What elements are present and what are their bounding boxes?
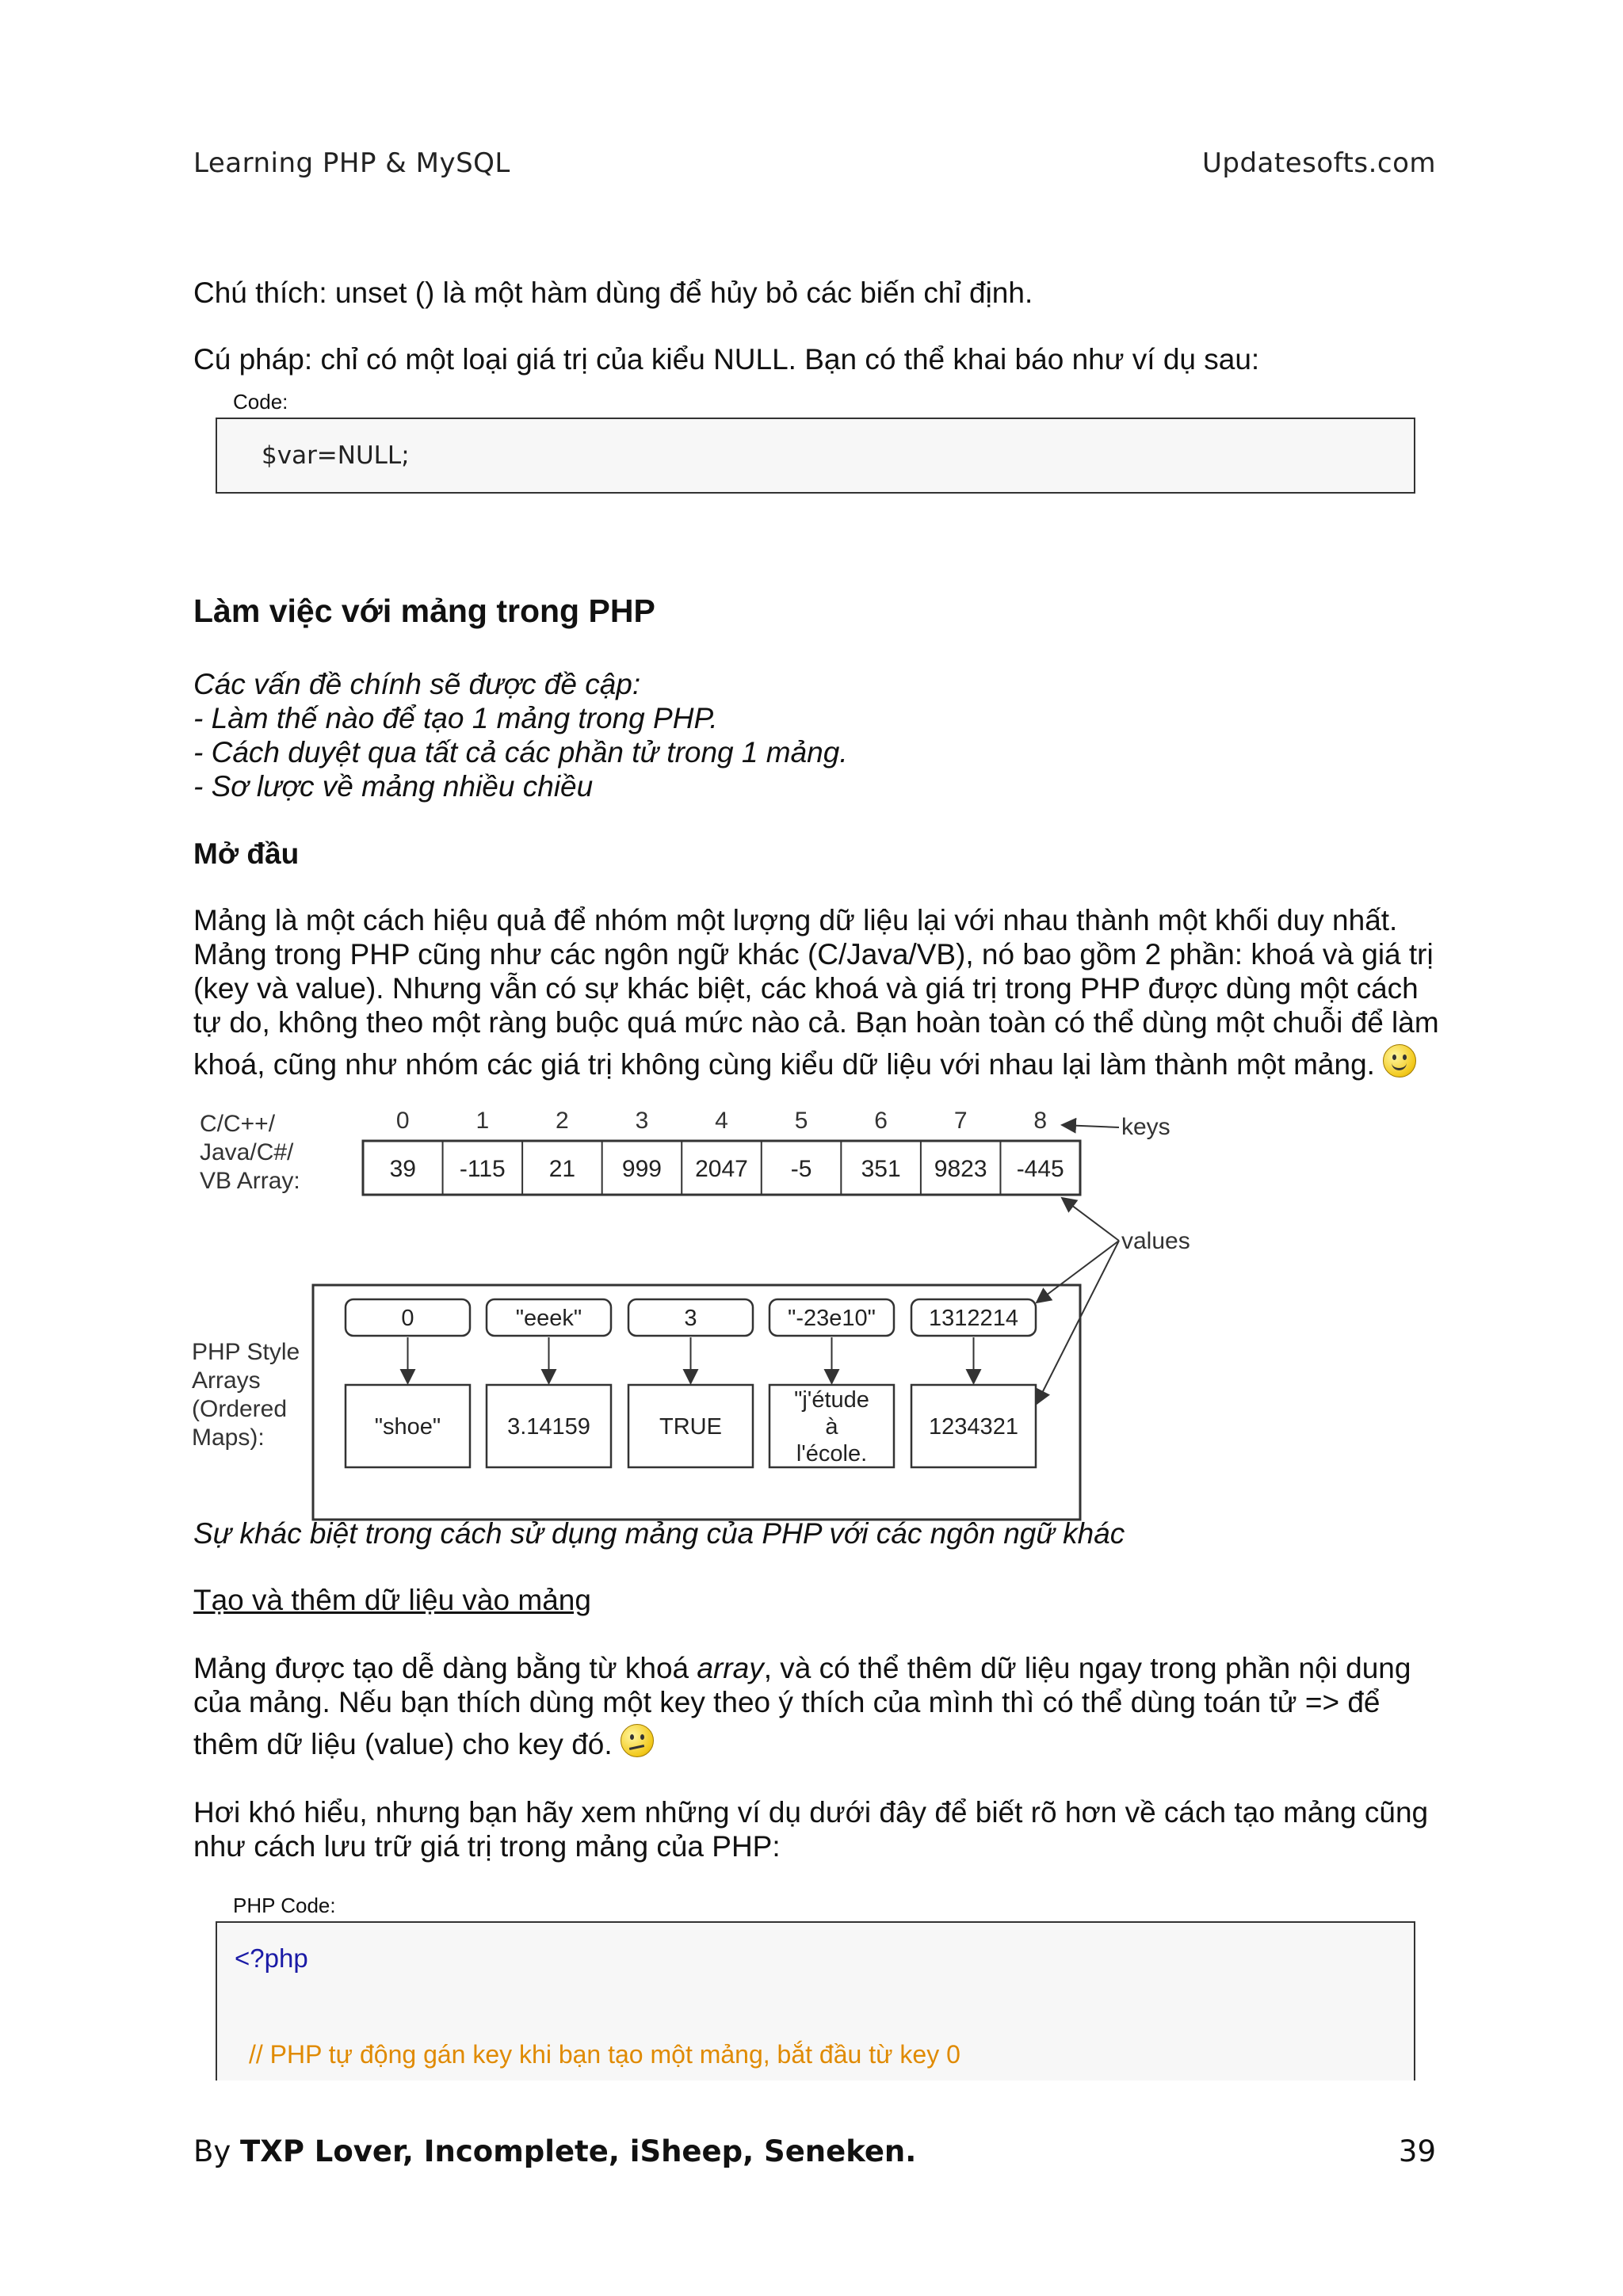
- php-key: 3: [684, 1306, 697, 1331]
- page-cut: [216, 2081, 1415, 2112]
- page-number: 39: [1398, 2134, 1436, 2168]
- c-value: -445: [1016, 1156, 1064, 1182]
- keys-annotation: keys: [1121, 1114, 1170, 1140]
- php-open-tag: <?php: [235, 1943, 308, 1973]
- php-key: 1312214: [929, 1306, 1018, 1331]
- smiley-icon: [1383, 1044, 1416, 1077]
- php-label-line: (Ordered: [192, 1396, 288, 1422]
- c-key: 1: [475, 1108, 490, 1134]
- topic-item: - Sơ lược về mảng nhiều chiều: [193, 770, 594, 803]
- confused-smiley-icon: [621, 1724, 654, 1757]
- array-comparison-diagram: [190, 1101, 1212, 1529]
- null-syntax: Cú pháp: chỉ có một loại giá trị của kiểu NULL. Bạn có thể khai báo như ví dụ sau:: [193, 343, 1260, 376]
- diagram-caption: Sự khác biệt trong cách sử dụng mảng của PHP với các ngôn ngữ khác: [193, 1517, 1125, 1550]
- c-value: 39: [389, 1156, 416, 1182]
- php-label-line: PHP Style: [192, 1339, 300, 1365]
- c-array-cells: [390, 1141, 1064, 1195]
- paragraph-line: (key và value). Nhưng vẫn có sự khác biệt, các khoá và giá trị trong PHP được dùng một cách: [193, 972, 1419, 1005]
- section-title: Làm việc với mảng trong PHP: [193, 593, 655, 629]
- paragraph-line: Hơi khó hiểu, nhưng bạn hãy xem những ví dụ dưới đây để biết rõ hơn về cách tạo mảng cũng: [193, 1796, 1429, 1829]
- c-value: -5: [790, 1156, 812, 1182]
- subheading-intro: Mở đầu: [193, 837, 300, 870]
- c-value: 9823: [934, 1156, 987, 1182]
- paragraph-line: Mảng là một cách hiệu quả để nhóm một lượng dữ liệu lại với nhau thành một khối duy nhất.: [193, 904, 1398, 936]
- running-header-site: Updatesofts.com: [1202, 147, 1436, 179]
- keyword-array: array: [697, 1652, 764, 1684]
- paragraph-line: tự do, không theo một ràng buộc quá mức nào cả. Bạn hoàn toàn có thể dùng một chuỗi để làm: [193, 1006, 1439, 1039]
- php-code-label: PHP Code:: [233, 1894, 336, 1917]
- php-key-arrow: [1037, 1241, 1119, 1302]
- c-label-line: VB Array:: [200, 1168, 300, 1194]
- php-array-label: [192, 1339, 300, 1451]
- c-key: 8: [1033, 1108, 1048, 1134]
- php-value: "shoe": [374, 1414, 441, 1440]
- c-key: 0: [395, 1108, 410, 1134]
- php-value: 1234321: [929, 1414, 1018, 1440]
- c-key: 3: [635, 1108, 649, 1134]
- paragraph-line: như cách lưu trữ giá trị trong mảng của PHP:: [193, 1830, 781, 1863]
- example-paragraph: [193, 1795, 1428, 1863]
- php-value: TRUE: [659, 1414, 722, 1440]
- values-annotation: values: [1121, 1228, 1190, 1254]
- text-run: Mảng được tạo dễ dàng bằng từ khoá: [193, 1652, 697, 1684]
- code-line: $var=NULL;: [262, 441, 410, 470]
- topic-intro: Các vấn đề chính sẽ được đề cập:: [193, 668, 641, 700]
- c-key: 5: [794, 1108, 808, 1134]
- footer-credits: [193, 2134, 916, 2168]
- paragraph-line: của mảng. Nếu bạn thích dùng một key theo ý thích của mình thì có thể dùng toán tử => để: [193, 1686, 1381, 1718]
- code-label: Code:: [233, 390, 288, 414]
- php-key: "-23e10": [788, 1306, 876, 1331]
- keys-arrow: [1062, 1125, 1119, 1127]
- php-value: 3.14159: [507, 1414, 590, 1440]
- values-arrow: [1062, 1198, 1119, 1241]
- paragraph-line: thêm dữ liệu (value) cho key đó.: [193, 1728, 613, 1760]
- php-key: "eeek": [515, 1306, 582, 1331]
- topics-list: [193, 667, 848, 803]
- php-value-arrow: [1037, 1241, 1119, 1404]
- running-header-title: Learning PHP & MySQL: [193, 147, 510, 179]
- text-run: , và có thể thêm dữ liệu ngay trong phần nội dung: [763, 1652, 1411, 1684]
- php-value: "j'étude: [794, 1387, 869, 1413]
- intro-paragraph: [193, 903, 1439, 1081]
- php-key: 0: [401, 1306, 414, 1331]
- php-label-line: Arrays: [192, 1367, 261, 1394]
- create-paragraph: [193, 1651, 1411, 1761]
- c-value: 21: [548, 1156, 576, 1182]
- c-label-line: Java/C#/: [200, 1139, 294, 1165]
- c-key: 7: [953, 1108, 968, 1134]
- php-label-line: Maps):: [192, 1425, 265, 1451]
- php-value: à: [825, 1414, 838, 1440]
- c-key: 6: [874, 1108, 888, 1134]
- c-label-line: C/C++/: [200, 1111, 276, 1137]
- c-value: 351: [861, 1156, 901, 1182]
- c-value: 2047: [695, 1156, 748, 1182]
- code-comment: // PHP tự động gán key khi bạn tạo một mảng, bắt đầu từ key 0: [249, 2040, 960, 2069]
- unset-note: Chú thích: unset () là một hàm dùng để hủy bỏ các biến chỉ định.: [193, 277, 1033, 309]
- c-array-keys: [396, 1108, 1047, 1134]
- code-block-null: [216, 418, 1415, 494]
- php-value: l'école.: [796, 1441, 868, 1466]
- footer-authors: TXP Lover, Incomplete, iSheep, Seneken.: [240, 2134, 917, 2168]
- paragraph-line: khoá, cũng như nhóm các giá trị không cùng kiểu dữ liệu với nhau lại làm thành một mảng.: [193, 1048, 1375, 1081]
- c-value: -115: [459, 1156, 506, 1182]
- c-array-label: [200, 1111, 300, 1194]
- topic-item: - Cách duyệt qua tất cả các phần tử trong 1 mảng.: [193, 736, 848, 769]
- c-key: 4: [715, 1108, 728, 1134]
- c-value: 999: [621, 1156, 662, 1182]
- topic-item: - Làm thế nào để tạo 1 mảng trong PHP.: [193, 702, 718, 734]
- paragraph-line: Mảng trong PHP cũng như các ngôn ngữ khác (C/Java/VB), nó bao gồm 2 phần: khoá và giá trị: [193, 938, 1434, 971]
- php-array-pairs: [346, 1299, 1036, 1467]
- footer-by: By: [193, 2134, 241, 2168]
- c-key: 2: [556, 1108, 569, 1134]
- create-heading: Tạo và thêm dữ liệu vào mảng: [193, 1584, 591, 1616]
- code-block-php: [216, 1921, 1415, 2103]
